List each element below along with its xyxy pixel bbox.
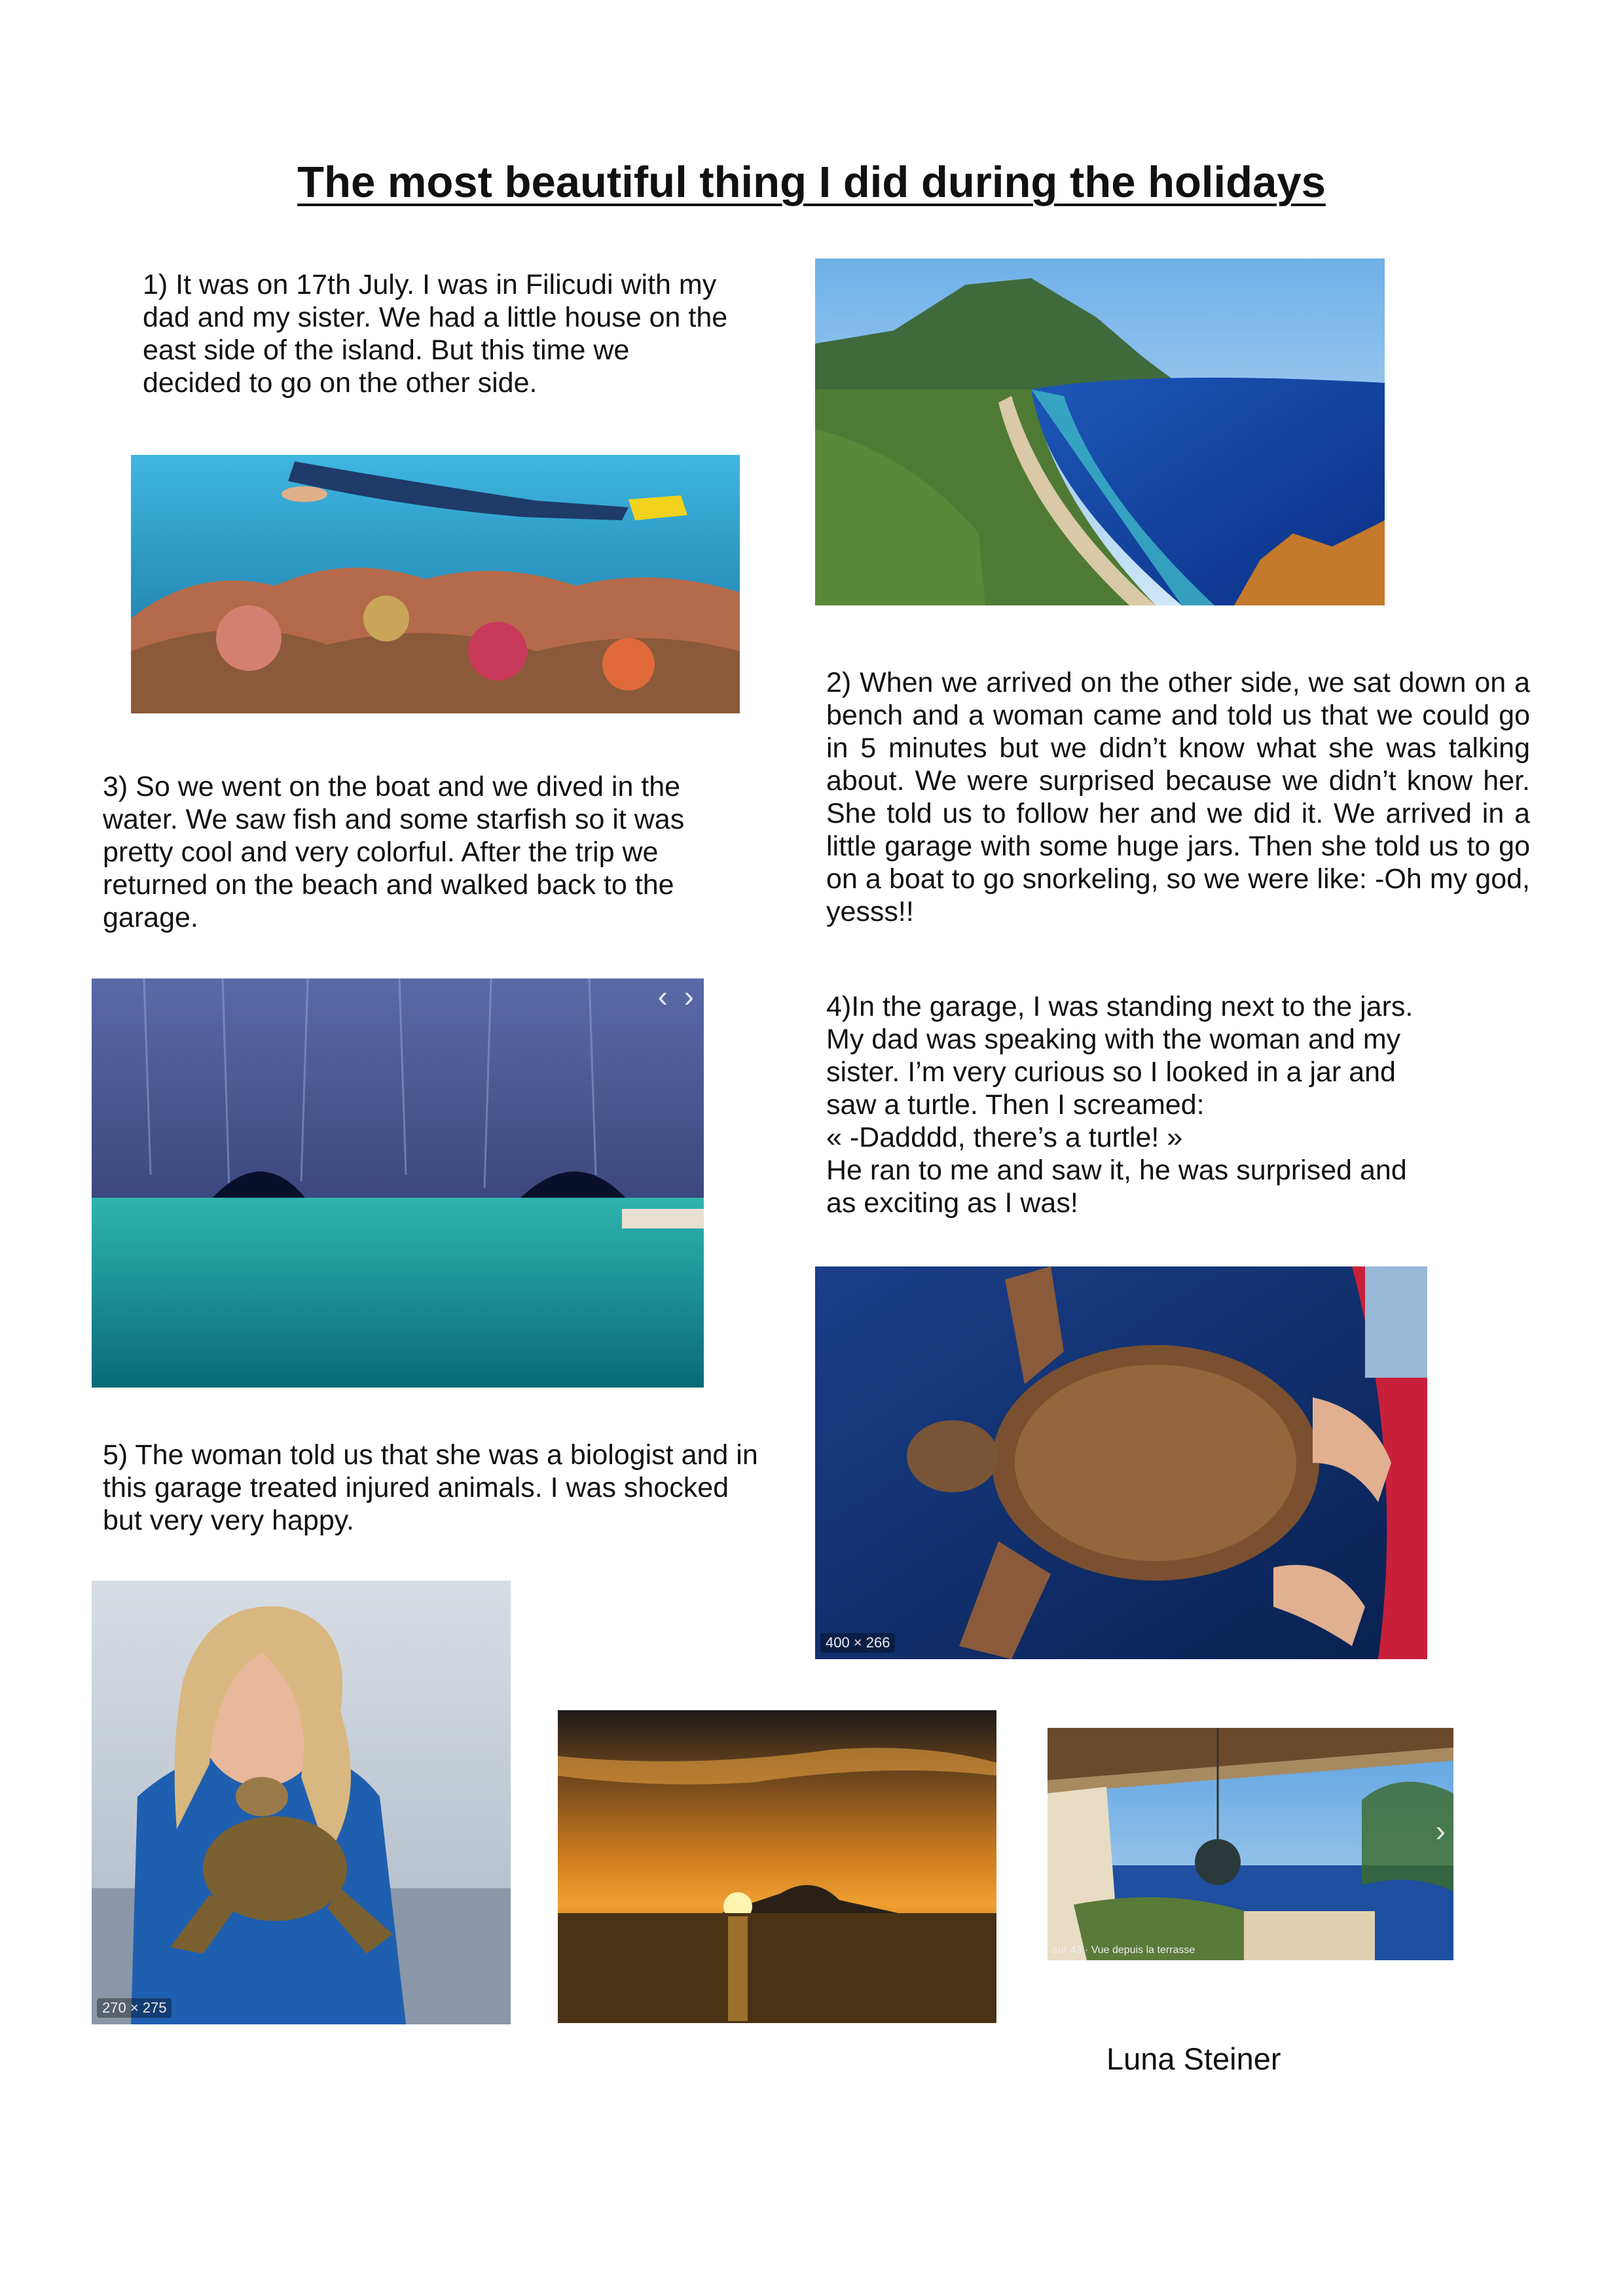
author-signature: Luna Steiner: [1106, 2041, 1281, 2076]
image-size-badge: 400 × 266: [820, 1633, 895, 1653]
paragraph-4-line: My dad was speaking with the woman and my: [826, 1024, 1401, 1055]
chevron-right-icon[interactable]: ›: [1435, 1814, 1446, 1848]
paragraph-4-line: He ran to me and saw it, he was surprised and: [826, 1155, 1407, 1186]
terrace-view-photo: [1048, 1728, 1453, 1960]
paragraph-4-line: « -Dadddd, there’s a turtle! »: [826, 1122, 1183, 1153]
biologist-with-turtle-photo: [92, 1581, 511, 2024]
island-landscape-photo: [815, 259, 1385, 605]
paragraph-5: 5) The woman told us that she was a biologist and in this garage treated injured animals. I was shocked but very very happy.: [103, 1439, 758, 1536]
sea-turtle-photo: [815, 1266, 1427, 1659]
sea-cave-photo: [92, 978, 704, 1388]
paragraph-4-line: saw a turtle. Then I screamed:: [826, 1089, 1205, 1121]
paragraph-4: [826, 990, 1546, 1219]
page-title: The most beautiful thing I did during the holidays: [297, 158, 1326, 207]
photo-caption: sur 43 · Vue depuis la terrasse: [1053, 1945, 1195, 1956]
paragraph-4-line: sister. I’m very curious so I looked in a jar and: [826, 1056, 1396, 1088]
chevron-left-icon[interactable]: ‹: [657, 979, 668, 1013]
paragraph-1: 1) It was on 17th July. I was in Filicudi with my dad and my sister. We had a little house on the east side of the island. But this time we decided to go on the other side.: [143, 269, 728, 399]
paragraph-4-line: 4)In the garage, I was standing next to the jars.: [826, 991, 1413, 1022]
chevron-right-icon[interactable]: ›: [684, 979, 694, 1013]
paragraph-3: 3) So we went on the boat and we dived in the water. We saw fish and some starfish so it was pretty cool and very colorful. After the trip we returned on the beach and walked back to the garage.: [103, 771, 685, 933]
image-size-badge: 270 × 275: [97, 1998, 172, 2018]
paragraph-2: 2) When we arrived on the other side, we sat down on a bench and a woman came and told us that we could go in 5 minutes but we didn’t know what she was talking about. We were surprised because we didn’t know her. She told us to follow her and we did it. We arrived in a little garage with some huge jars. Then she told us to go on a boat to go snorkeling, so we were like: -Oh my god, yesss!!: [826, 667, 1530, 927]
sunset-photo: [558, 1710, 996, 2023]
paragraph-4-line: as exciting as I was!: [826, 1187, 1078, 1219]
coral-reef-snorkeling-photo: [131, 455, 740, 713]
